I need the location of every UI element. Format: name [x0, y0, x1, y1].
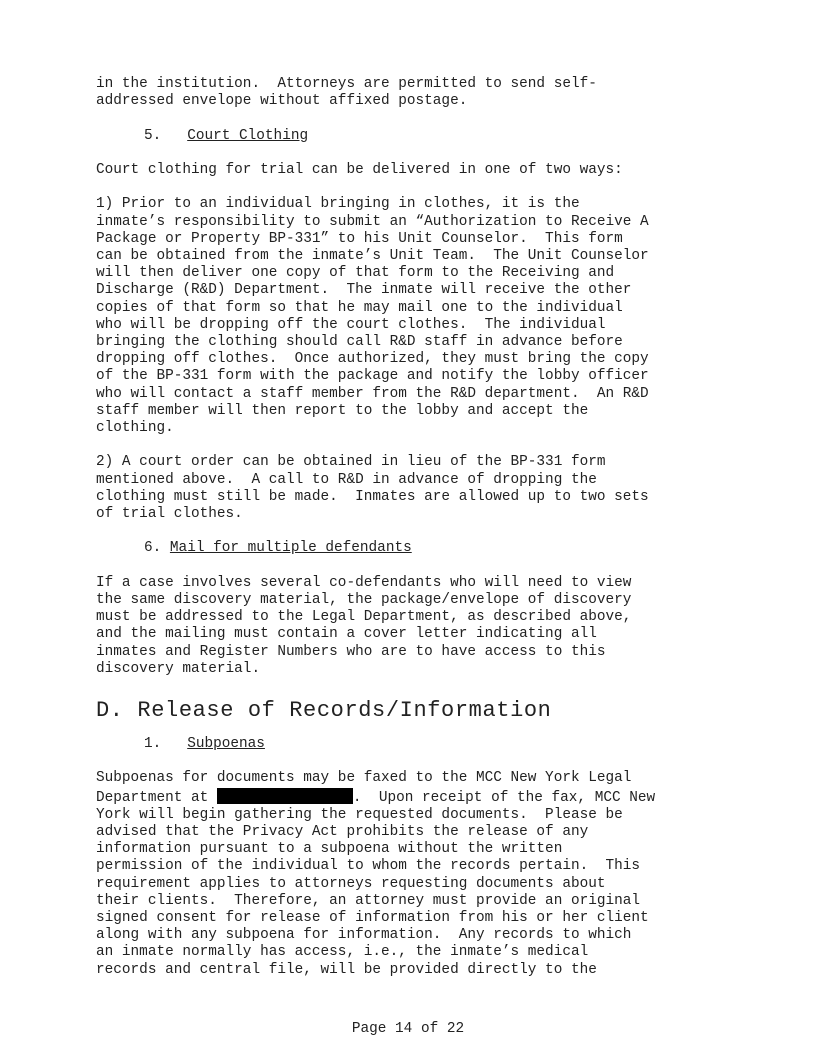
item-title: Subpoenas	[187, 736, 265, 753]
text-line: mentioned above. A call to R&D in advance of dropping the	[96, 471, 597, 488]
text-line: discovery material.	[96, 660, 261, 677]
text-fragment: Department at	[96, 789, 217, 806]
text-line	[96, 788, 720, 807]
item-title: Court Clothing	[187, 127, 309, 144]
text-line: their clients. Therefore, an attorney must provide an original	[96, 892, 641, 909]
intro-paragraph	[96, 76, 720, 110]
text-line: records and central file, will be provided directly to the	[96, 961, 597, 978]
page-number: Page 14 of 22	[351, 1021, 465, 1037]
text-line: who will contact a staff member from the R&D department. An R&D	[96, 385, 649, 402]
court-clothing-intro	[96, 162, 720, 179]
document-page	[96, 76, 720, 996]
redaction-block	[217, 788, 353, 804]
text-line: in the institution. Attorneys are permitted to send self-	[96, 76, 597, 92]
text-line: staff member will then report to the lobby and accept the	[96, 402, 589, 419]
option-1-paragraph	[96, 196, 720, 437]
text-line: an inmate normally has access, i.e., the inmate’s medical	[96, 944, 589, 961]
text-line: and the mailing must contain a cover letter indicating all	[96, 626, 597, 643]
text-line: who will be dropping off the court clothes. The individual	[96, 316, 606, 333]
text-line: must be addressed to the Legal Department, as described above,	[96, 609, 632, 626]
text-line: along with any subpoena for information. Any records to which	[96, 927, 632, 944]
text-line: Court clothing for trial can be delivered in one of two ways:	[96, 161, 623, 178]
text-line: of trial clothes.	[96, 506, 243, 523]
text-line: York will begin gathering the requested documents. Please be	[96, 806, 623, 823]
text-line: requirement applies to attorneys requesting documents about	[96, 875, 606, 892]
text-line: clothing must still be made. Inmates are allowed up to two sets	[96, 488, 649, 505]
text-line: 1) Prior to an individual bringing in clothes, it is the	[96, 196, 580, 213]
item-title: Mail for multiple defendants	[169, 540, 412, 557]
text-line: can be obtained from the inmate’s Unit Team. The Unit Counselor	[96, 247, 649, 264]
text-line: advised that the Privacy Act prohibits the release of any	[96, 824, 589, 841]
text-line: of the BP-331 form with the package and notify the lobby officer	[96, 368, 649, 385]
text-line: information pursuant to a subpoena without the written	[96, 841, 563, 858]
section-d-heading: D. Release of Records/Information	[96, 698, 552, 724]
item-number: 5.	[144, 127, 162, 144]
text-line: permission of the individual to whom the records pertain. This	[96, 858, 641, 875]
text-line: Package or Property BP-331” to his Unit Counselor. This form	[96, 230, 623, 247]
text-line: inmates and Register Numbers who are to have access to this	[96, 643, 606, 660]
text-line: signed consent for release of information from his or her client	[96, 910, 649, 927]
item-1-heading	[96, 736, 720, 753]
text-line: bringing the clothing should call R&D staff in advance before	[96, 334, 623, 350]
text-fragment: . Upon receipt of the fax, MCC New	[352, 789, 656, 806]
text-line: Subpoenas for documents may be faxed to the MCC New York Legal	[96, 770, 632, 787]
text-line: If a case involves several co-defendants who will need to view	[96, 574, 632, 591]
text-line: addressed envelope without affixed postage.	[96, 93, 468, 110]
multiple-defendants-paragraph	[96, 575, 720, 678]
text-line: 2) A court order can be obtained in lieu of the BP-331 form	[96, 454, 606, 471]
item-5-heading	[96, 128, 720, 145]
text-line: inmate’s responsibility to submit an “Authorization to Receive A	[96, 213, 649, 230]
text-line: Discharge (R&D) Department. The inmate will receive the other	[96, 282, 632, 299]
subpoenas-paragraph	[96, 770, 720, 978]
text-line: clothing.	[96, 420, 174, 437]
text-line: will then deliver one copy of that form to the Receiving and	[96, 265, 615, 282]
text-line: copies of that form so that he may mail one to the individual	[96, 299, 623, 316]
item-number: 1.	[144, 736, 162, 753]
option-2-paragraph	[96, 454, 720, 523]
item-number: 6.	[144, 540, 162, 557]
text-line: the same discovery material, the package/envelope of discovery	[96, 592, 632, 608]
text-line: dropping off clothes. Once authorized, they must bring the copy	[96, 351, 649, 368]
item-6-heading	[96, 540, 720, 557]
